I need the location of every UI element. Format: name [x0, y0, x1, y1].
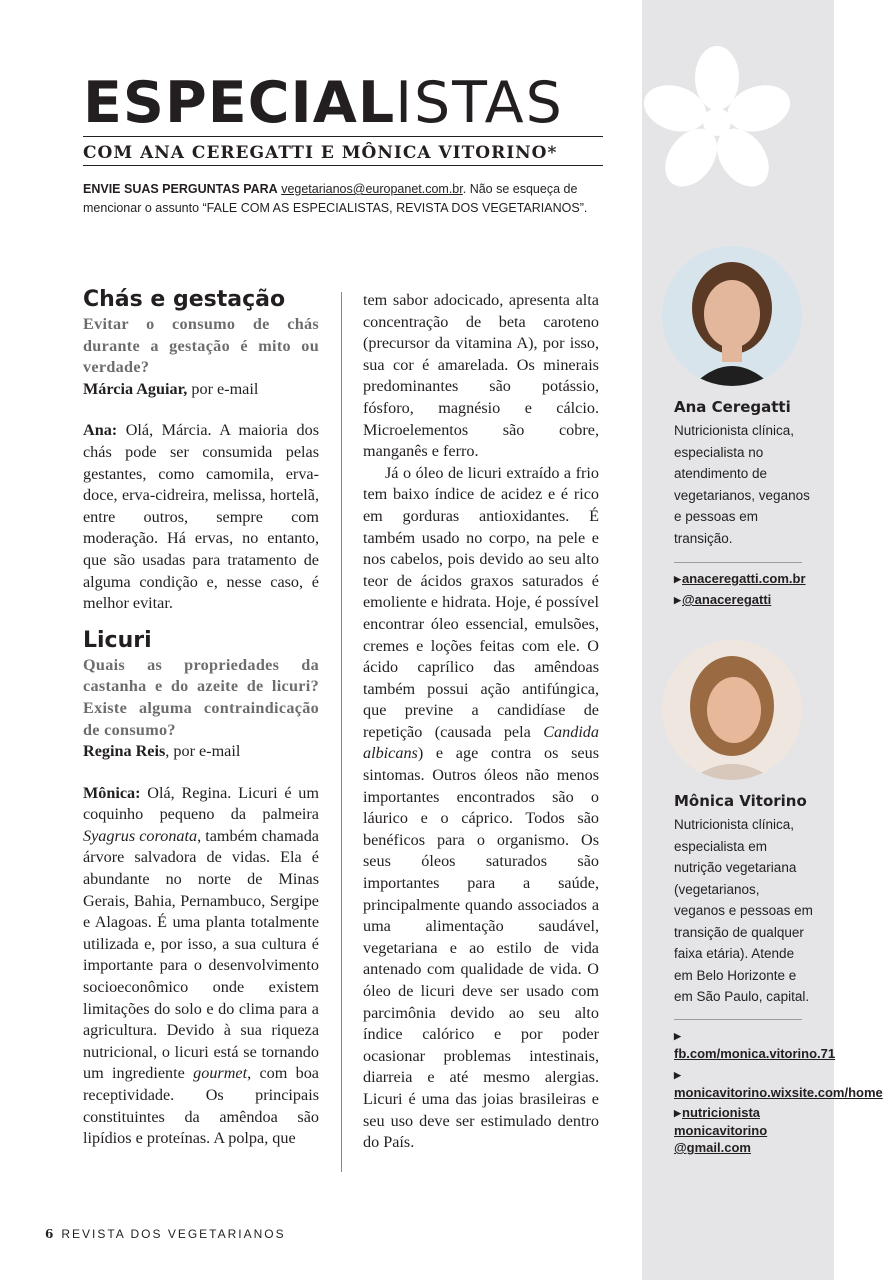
answer-text: , também chamada árvore salvadora de vidas. Ela é abundante no norte de Minas Gerais, Bahia, Pernambuco, Sergipe e Alagoas. É uma planta totalmente utilizada e, por isso, a sua cultura é importante para o desenvolvimento socioeconômico onde existem limitações do solo e do clima para a agricultura. Devido à sua riqueza nutricional, o licuri está se tornando um ingrediente — [83, 826, 319, 1083]
answer-italic: gourmet — [193, 1064, 248, 1083]
link-email[interactable]: ▶nutricionista monicavitorino @gmail.com — [674, 1105, 768, 1155]
link-facebook[interactable]: ▶fb.com/monica.vitorino.71 — [674, 1027, 824, 1062]
answer-italic: Syagrus coronata — [83, 826, 198, 845]
magazine-name: REVISTA DOS VEGETARIANOS — [61, 1227, 286, 1241]
column-left — [83, 286, 319, 1150]
answer-text: Olá, Regina. Licuri é um coquinho pequeno da palmeira — [83, 783, 319, 824]
flower-icon — [642, 40, 792, 200]
send-label: ENVIE SUAS PERGUNTAS PARA — [83, 182, 278, 196]
page-title — [83, 70, 613, 134]
arrow-right-icon: ▶ — [674, 574, 681, 584]
link-wixsite[interactable]: ▶monicavitorino.wixsite.com/home — [674, 1066, 824, 1101]
asker-via: , por e-mail — [165, 742, 241, 761]
answer-text: Já o óleo de licuri extraído a frio tem baixo índice de acidez e é rico em gorduras antioxidantes. É também usado no corpo, na pele e nos cabelos, pois devido ao seu alto teor de ácidos graxos saturados é emoliente e hidrata. Hoje, é possível encontrar óleo essencial, emulsões, cremes e loções feitas com ele. O ácido caprílico das amêndoas também possui ação antifúngica, que previne a candidíase de repetição (causada pela — [363, 463, 599, 741]
answer-text: ) e age contra os seus sintomas. Outros óleos não menos importantes encontrados são o láurico e o cáprico. Todos são benéficos para o organismo. Os seus óleos saturados são importantes para a saúde, principalmente quando associados a uma alimentação saudável, vegetariana e ao estilo de vida antenado com qualidade de vida. O óleo de licuri deve ser usado com parcimônia devido ao seu alto índice calórico e por poder ocasionar problemas intestinais, diarreia e até mesmo alergias. Licuri é uma das joias brasileiras e seu uso deve ser estimulado dentro do País. — [363, 744, 599, 1152]
expert-name: Ana Ceregatti — [674, 398, 791, 416]
asker-via: por e-mail — [187, 379, 259, 398]
asker-chas — [83, 379, 319, 401]
question-chas: Evitar o consumo de chás durante a gestação é mito ou verdade? — [83, 315, 319, 377]
avatar-monica-vitorino — [662, 640, 802, 780]
answer-label: Ana: — [83, 421, 118, 440]
arrow-right-icon: ▶ — [674, 1108, 681, 1118]
portrait-illustration — [662, 246, 802, 386]
expert-bio: Nutricionista clínica, especialista no atendimento de vegetarianos, veganos e pessoas em transição. — [674, 423, 810, 546]
separator — [674, 562, 802, 563]
column-divider — [341, 292, 342, 1172]
arrow-right-icon: ▶ — [674, 1070, 681, 1080]
page-number: 6 — [45, 1227, 54, 1241]
avatar-ana-ceregatti — [662, 246, 802, 386]
column-right — [363, 290, 599, 1154]
answer-text: , com boa receptividade. Os principais constituintes da amêndoa são lipídios e proteínas. A polpa, que — [83, 1064, 319, 1148]
expert-name: Mônica Vitorino — [674, 792, 807, 810]
answer-label: Mônica: — [83, 783, 141, 802]
asker-name: Regina Reis — [83, 742, 166, 761]
title-rule-top — [83, 136, 603, 137]
answer-continued: tem sabor adocicado, apresenta alta concentração de beta caroteno (precursor da vitamina A), por isso, sua cor é amarelada. Os minerais predominantes são potássio, fósforo, magnésio e cálcio. Microelementos são cobre, manganês e ferro. — [363, 291, 599, 461]
answer-text: Olá, Márcia. A maioria dos chás pode ser consumida pelas gestantes, como camomila, erva-doce, erva-cidreira, melissa, hortelã, entre outros, sempre com moderação. Há ervas, no entanto, que são usadas para tratamento de alguma condição e, nesse caso, é melhor evitar. — [83, 421, 319, 613]
article-heading-chas: Chás e gestação — [83, 287, 286, 312]
asker-licuri — [83, 741, 319, 763]
article-heading-licuri: Licuri — [83, 627, 152, 653]
page-footer — [45, 1227, 286, 1241]
arrow-right-icon: ▶ — [674, 1031, 681, 1041]
send-rest: . Não se esqueça de mencionar o assunto “FALE COM AS ESPECIALISTAS, REVISTA DOS VEGETARIANOS”. — [83, 182, 588, 215]
separator — [674, 1019, 802, 1020]
answer-italic: Candida albicans — [363, 722, 599, 763]
expert-bio: Nutricionista clínica, especialista em nutrição vegetariana (vegetarianos, veganos e pessoas em transição de qualquer faixa etária). Atende em Belo Horizonte e em São Paulo, capital. — [674, 817, 813, 1004]
answer-continued-2 — [363, 463, 599, 1154]
portrait-illustration — [662, 640, 802, 780]
asker-name: Márcia Aguiar, — [83, 379, 188, 398]
link-website[interactable]: ▶anaceregatti.com.br — [674, 571, 806, 586]
answer-licuri — [83, 783, 319, 1150]
email-link[interactable]: vegetarianos@europanet.com.br — [281, 182, 463, 196]
answer-chas — [83, 420, 319, 614]
subtitle: COM ANA CEREGATTI E MÔNICA VITORINO* — [83, 143, 558, 163]
title-bold: ESPECIAL — [83, 70, 396, 136]
question-licuri: Quais as propriedades da castanha e do azeite de licuri? Existe alguma contraindicação de consumo? — [83, 655, 319, 739]
title-light: ISTAS — [395, 70, 564, 136]
arrow-right-icon: ▶ — [674, 595, 681, 605]
link-instagram[interactable]: ▶@anaceregatti — [674, 592, 772, 607]
send-questions-note — [83, 180, 613, 218]
title-rule-bottom — [83, 165, 603, 166]
